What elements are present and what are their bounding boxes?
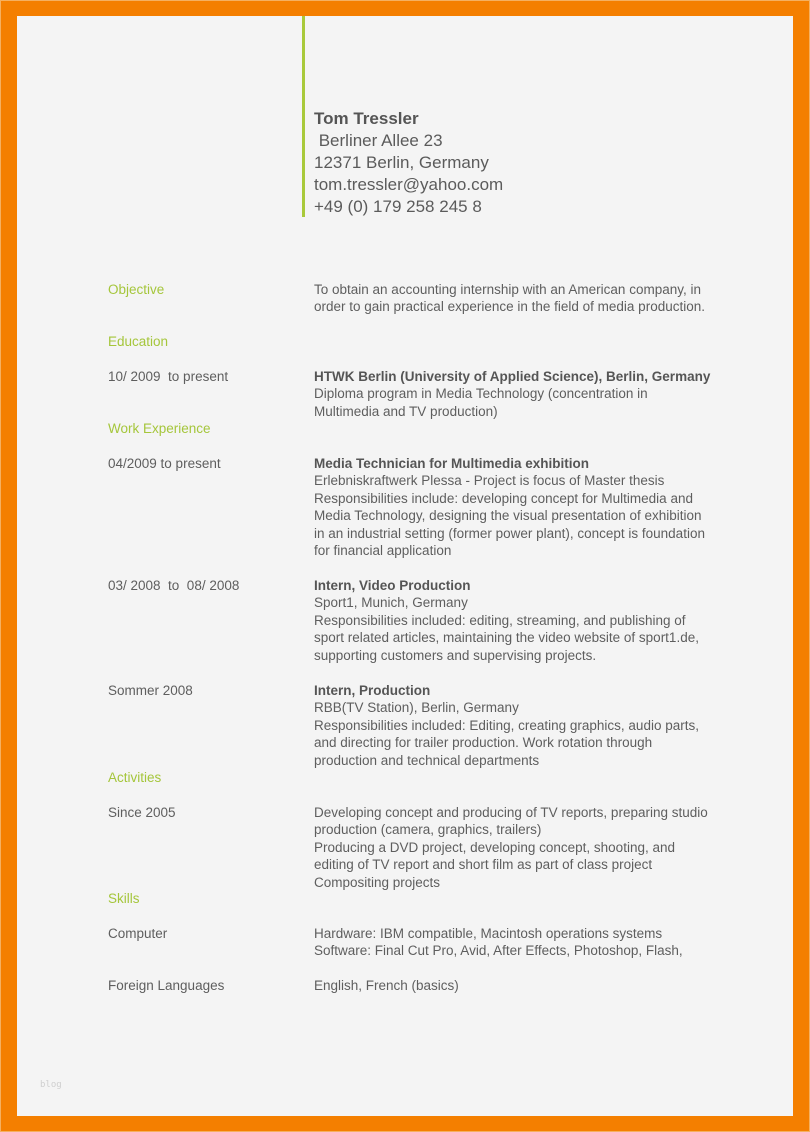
activities-entry	[314, 804, 734, 891]
education-line: Diploma program in Media Technology (concentration in	[314, 386, 648, 402]
skills-line: Hardware: IBM compatible, Macintosh operations systems	[314, 926, 663, 941]
work-line: sport related articles, maintaining the video website of sport1.de,	[314, 630, 699, 646]
education-institution: HTWK Berlin (University of Applied Science), Berlin, Germany	[314, 369, 711, 384]
section-heading-objective: Objective	[108, 282, 165, 297]
address-street: Berliner Allee 23	[314, 131, 443, 150]
work-entry	[314, 577, 734, 664]
work-line: Responsibilities included: Editing, creating graphics, audio parts,	[314, 717, 699, 733]
email-address: tom.tressler@yahoo.com	[314, 175, 504, 194]
section-heading-skills: Skills	[108, 891, 140, 906]
work-title: Intern, Production	[314, 683, 431, 698]
objective-line: order to gain practical experience in the field of media production.	[314, 299, 705, 315]
accent-divider-line	[302, 16, 305, 217]
work-line: Responsibilities included: editing, streaming, and publishing of	[314, 612, 686, 628]
skills-line: Software: Final Cut Pro, Avid, After Effects, Photoshop, Flash,	[314, 943, 683, 959]
education-line: Multimedia and TV production)	[314, 403, 498, 419]
contact-block	[314, 108, 503, 218]
work-date: Sommer 2008	[108, 683, 193, 698]
work-line: production and technical departments	[314, 752, 540, 768]
skills-line: English, French (basics)	[314, 978, 459, 993]
education-date: 10/ 2009 to present	[108, 369, 229, 384]
work-line: Responsibilities include: developing concept for Multimedia and	[314, 490, 693, 506]
work-line: Media Technology, designing the visual presentation of exhibition	[314, 508, 702, 524]
phone-number: +49 (0) 179 258 245 8	[314, 197, 482, 216]
work-line: and directing for trailer production. Work rotation through	[314, 735, 653, 751]
activities-date: Since 2005	[108, 805, 176, 820]
section-heading-work-experience: Work Experience	[108, 421, 211, 436]
section-heading-education: Education	[108, 334, 169, 349]
section-heading-activities: Activities	[108, 770, 162, 785]
skills-entry-computer	[314, 925, 734, 960]
work-entry	[314, 455, 734, 559]
work-line: Sport1, Munich, Germany	[314, 595, 468, 611]
objective-line: To obtain an accounting internship with an American company, in	[314, 282, 701, 297]
resume-page	[17, 16, 793, 1116]
work-title: Media Technician for Multimedia exhibition	[314, 456, 590, 471]
work-entry	[314, 682, 734, 769]
watermark-text: blog	[40, 1080, 62, 1090]
skills-entry-languages	[314, 977, 734, 994]
work-line: for financial application	[314, 543, 452, 559]
objective-text	[314, 281, 734, 316]
candidate-name: Tom Tressler	[314, 109, 419, 128]
education-entry	[314, 368, 734, 420]
skills-label-languages: Foreign Languages	[108, 978, 225, 993]
work-line: supporting customers and supervising projects.	[314, 647, 597, 663]
activities-line: Developing concept and producing of TV reports, preparing studio	[314, 805, 708, 820]
work-line: in an industrial setting (former power plant), concept is foundation	[314, 525, 705, 541]
activities-line: editing of TV report and short film as part of class project	[314, 857, 653, 873]
work-date: 04/2009 to present	[108, 456, 221, 471]
work-title: Intern, Video Production	[314, 578, 471, 593]
work-line: RBB(TV Station), Berlin, Germany	[314, 700, 519, 716]
work-date: 03/ 2008 to 08/ 2008	[108, 578, 240, 593]
address-city: 12371 Berlin, Germany	[314, 153, 489, 172]
work-line: Erlebniskraftwerk Plessa - Project is focus of Master thesis	[314, 473, 665, 489]
activities-line: production (camera, graphics, trailers)	[314, 822, 542, 838]
activities-line: Compositing projects	[314, 874, 441, 890]
skills-label-computer: Computer	[108, 926, 168, 941]
activities-line: Producing a DVD project, developing concept, shooting, and	[314, 839, 675, 855]
